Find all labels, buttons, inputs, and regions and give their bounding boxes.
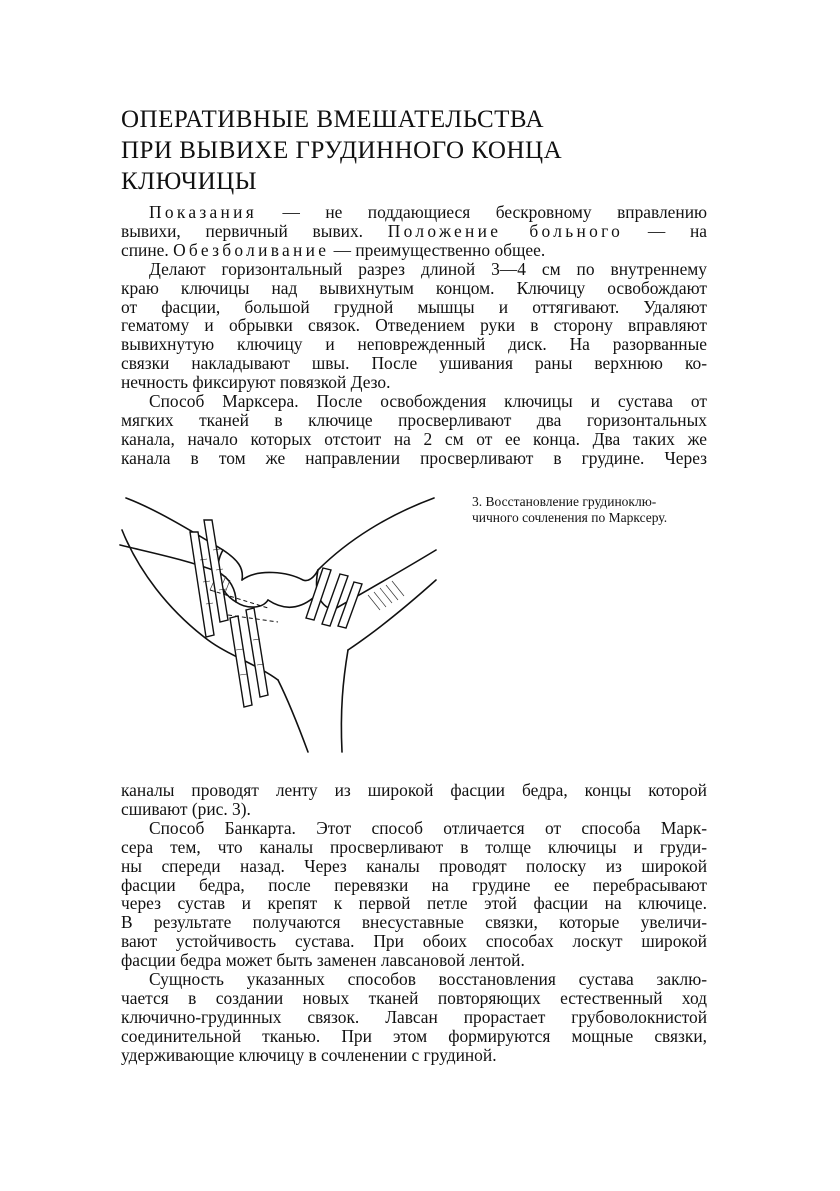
text-line: через сустав и крепят к первой петле этой фасции на ключице. [121,893,707,914]
paragraph-indications [121,203,707,260]
text-line: удерживающие ключицу в сочленении с грудиной. [121,1044,497,1065]
text-line: фасции бедра может быть заменен лавсановой лентой. [121,950,525,971]
text-line: вывихнутую ключицу и неповрежденный диск. На разорванные [121,334,707,355]
text-fragment: — на [623,220,707,241]
text-line: каналы проводят ленту из широкой фасции бедра, концы которой [121,780,707,800]
text-line: Сущность указанных способов восстановления сустава заклю- [149,969,707,990]
text-line: ключично-грудинных связок. Лавсан прорастает грубоволокнистой [121,1006,707,1027]
clavicle-right-upper [318,498,434,570]
clavicle-left-outline [126,498,242,580]
text-line: гематому и обрывки связок. Отведением руки в сторону вправляют [121,315,707,336]
text-line: Делают горизонтальный разрез длиной 3—4 см по внутреннему [149,258,707,279]
sternum-body [278,680,308,752]
text-line: канала, начало которых отстоит на 2 см от ее конца. Два таких же [121,428,707,449]
text-line: вают устойчивость сустава. При обоих способах лоскут широкой [121,931,707,952]
text-line: Способ Банкарта. Этот способ отличается от способа Марк- [149,817,707,838]
caption-line-2: чичного сочленения по Марксеру. [472,510,668,525]
sternum-right-edge [341,650,348,752]
text-block-lower [121,781,707,1065]
text-fragment: вывихи, первичный вывих. [121,220,388,241]
text-line [121,203,707,222]
spaced-term-anesthesia: Обезболивание [173,239,330,260]
text-line: сшивают (рис. 3). [121,798,251,819]
paragraph-bankart [121,819,707,970]
text-line: канала в том же направлении просверливают в грудине. Через [121,447,707,468]
title-line-3: КЛЮЧИЦЫ [121,168,258,195]
text-line [121,241,707,260]
text-line: Способ Марксера. После освобождения ключицы и сустава от [149,391,707,412]
shoulder-right-contour [348,580,436,650]
text-fragment: — не поддающиеся бескровному вправлению [257,202,707,222]
text-line: ны спереди назад. Через каналы проводят полоску из широкой [121,855,707,876]
spaced-term-indications: Показания [149,202,258,222]
text-line: В результате получаются внесуставные связки, которые увеличи- [121,912,707,933]
text-fragment: спине. [121,239,174,260]
sternum-outline [242,570,318,581]
paragraph-procedure [121,260,707,392]
text-line: нечность фиксируют повязкой Дезо. [121,372,391,393]
spaced-term-position: Положение больного [387,220,624,241]
text-line: от фасции, большой грудной мышцы и оттягивают. Удаляют [121,296,707,317]
text-fragment: — преимущественно общее. [329,239,546,260]
text-line: чается в создании новых тканей повторяющих естественный ход [121,987,707,1008]
text-block-upper [121,203,707,468]
sternum-notch [268,598,313,607]
text-line: мягких тканей в ключице просверливают два горизонтальных [121,409,707,430]
title-line-1: ОПЕРАТИВНЫЕ ВМЕШАТЕЛЬСТВА [121,106,545,133]
text-line: фасции бедра, после перевязки на грудине ее перебрасывают [121,874,707,895]
text-line: краю ключицы над вывихнутым концом. Ключицу освобождают [121,277,707,298]
text-line: сера тем, что каналы просверливают в толще ключицы и груди- [121,836,707,857]
paragraph-marxer-continued [121,781,707,819]
paragraph-marxer [121,392,707,468]
paragraph-summary [121,970,707,1065]
section-title [121,104,721,197]
figure-caption [472,494,712,526]
title-line-2: ПРИ ВЫВИХЕ ГРУДИННОГО КОНЦА [121,137,563,164]
caption-line-1: 3. Восстановление грудиноклю- [472,494,657,509]
text-line: связки накладывают швы. После ушивания раны верхнюю ко- [121,353,707,374]
text-line: соединительной тканью. При этом формируются мощные связки, [121,1025,707,1046]
figure-marxer-illustration [118,490,438,760]
text-line [121,222,707,241]
